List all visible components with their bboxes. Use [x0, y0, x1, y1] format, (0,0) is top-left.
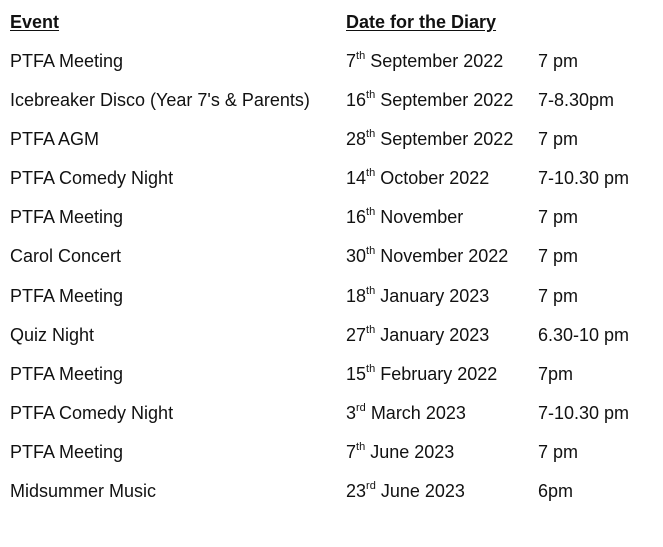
date-rest: November 2022 — [380, 246, 509, 266]
date-suffix: th — [366, 363, 376, 375]
date-day: 16 — [346, 90, 367, 110]
event-name: Quiz Night — [10, 325, 95, 345]
date-suffix: th — [366, 128, 376, 140]
event-time: 7pm — [538, 364, 574, 384]
date-day: 7 — [346, 442, 357, 462]
date-suffix: th — [366, 206, 376, 218]
event-name: PTFA Meeting — [10, 286, 124, 306]
date-day: 30 — [346, 246, 367, 266]
event-time: 7 pm — [538, 246, 579, 266]
event-row — [0, 88, 663, 127]
date-day: 7 — [346, 51, 357, 71]
event-row — [0, 323, 663, 362]
event-time: 6pm — [538, 481, 574, 501]
event-time: 7-8.30pm — [538, 90, 615, 110]
date-suffix: th — [366, 167, 376, 179]
event-name: PTFA AGM — [10, 129, 100, 149]
date-day: 27 — [346, 325, 367, 345]
event-row — [0, 362, 663, 401]
date-rest: June 2023 — [370, 442, 455, 462]
event-name: Icebreaker Disco (Year 7's & Parents) — [10, 90, 310, 110]
date-day: 18 — [346, 286, 367, 306]
event-date — [346, 440, 454, 464]
event-row — [0, 440, 663, 479]
date-rest: January 2023 — [380, 286, 490, 306]
event-date — [346, 244, 508, 268]
event-date — [346, 205, 463, 229]
event-time: 7 pm — [538, 207, 579, 227]
date-rest: March 2023 — [370, 403, 466, 423]
date-suffix: th — [366, 324, 376, 336]
event-time: 7 pm — [538, 286, 579, 306]
event-time: 6.30-10 pm — [538, 325, 630, 345]
date-column-header: Date for the Diary — [346, 12, 497, 32]
date-rest: October 2022 — [380, 168, 490, 188]
date-rest: September 2022 — [380, 90, 514, 110]
date-rest: November — [380, 207, 464, 227]
event-row — [0, 244, 663, 283]
date-day: 23 — [346, 481, 367, 501]
date-rest: January 2023 — [380, 325, 490, 345]
event-name: PTFA Comedy Night — [10, 403, 174, 423]
event-date — [346, 323, 489, 347]
event-name: PTFA Meeting — [10, 207, 124, 227]
event-name: PTFA Meeting — [10, 51, 124, 71]
date-rest: September 2022 — [370, 51, 504, 71]
event-row — [0, 166, 663, 205]
event-time: 7 pm — [538, 129, 579, 149]
event-row — [0, 205, 663, 244]
event-row — [0, 479, 663, 518]
event-name: PTFA Meeting — [10, 364, 124, 384]
date-suffix: th — [366, 285, 376, 297]
event-time: 7 pm — [538, 442, 579, 462]
date-rest: September 2022 — [380, 129, 514, 149]
event-time: 7-10.30 pm — [538, 403, 630, 423]
event-name: PTFA Meeting — [10, 442, 124, 462]
date-rest: February 2022 — [380, 364, 498, 384]
event-name: Midsummer Music — [10, 481, 157, 501]
event-date — [346, 166, 489, 190]
date-day: 15 — [346, 364, 367, 384]
event-date — [346, 284, 489, 308]
event-row — [0, 401, 663, 440]
event-date — [346, 362, 497, 386]
date-suffix: th — [366, 245, 376, 257]
date-day: 3 — [346, 403, 357, 423]
event-date — [346, 401, 466, 425]
date-suffix: th — [356, 441, 366, 453]
date-suffix: th — [366, 89, 376, 101]
date-suffix: rd — [366, 480, 376, 492]
date-day: 16 — [346, 207, 367, 227]
header-row — [0, 10, 663, 49]
event-column-header: Event — [10, 12, 60, 32]
event-row — [0, 49, 663, 88]
event-date — [346, 88, 513, 112]
date-suffix: th — [356, 50, 366, 62]
date-day: 28 — [346, 129, 367, 149]
event-row — [0, 127, 663, 166]
event-date — [346, 49, 503, 73]
event-time: 7-10.30 pm — [538, 168, 630, 188]
event-date — [346, 479, 465, 503]
date-rest: June 2023 — [380, 481, 465, 501]
event-row — [0, 284, 663, 323]
date-day: 14 — [346, 168, 367, 188]
event-time: 7 pm — [538, 51, 579, 71]
event-date — [346, 127, 513, 151]
event-name: PTFA Comedy Night — [10, 168, 174, 188]
event-name: Carol Concert — [10, 246, 122, 266]
date-suffix: rd — [356, 402, 366, 414]
